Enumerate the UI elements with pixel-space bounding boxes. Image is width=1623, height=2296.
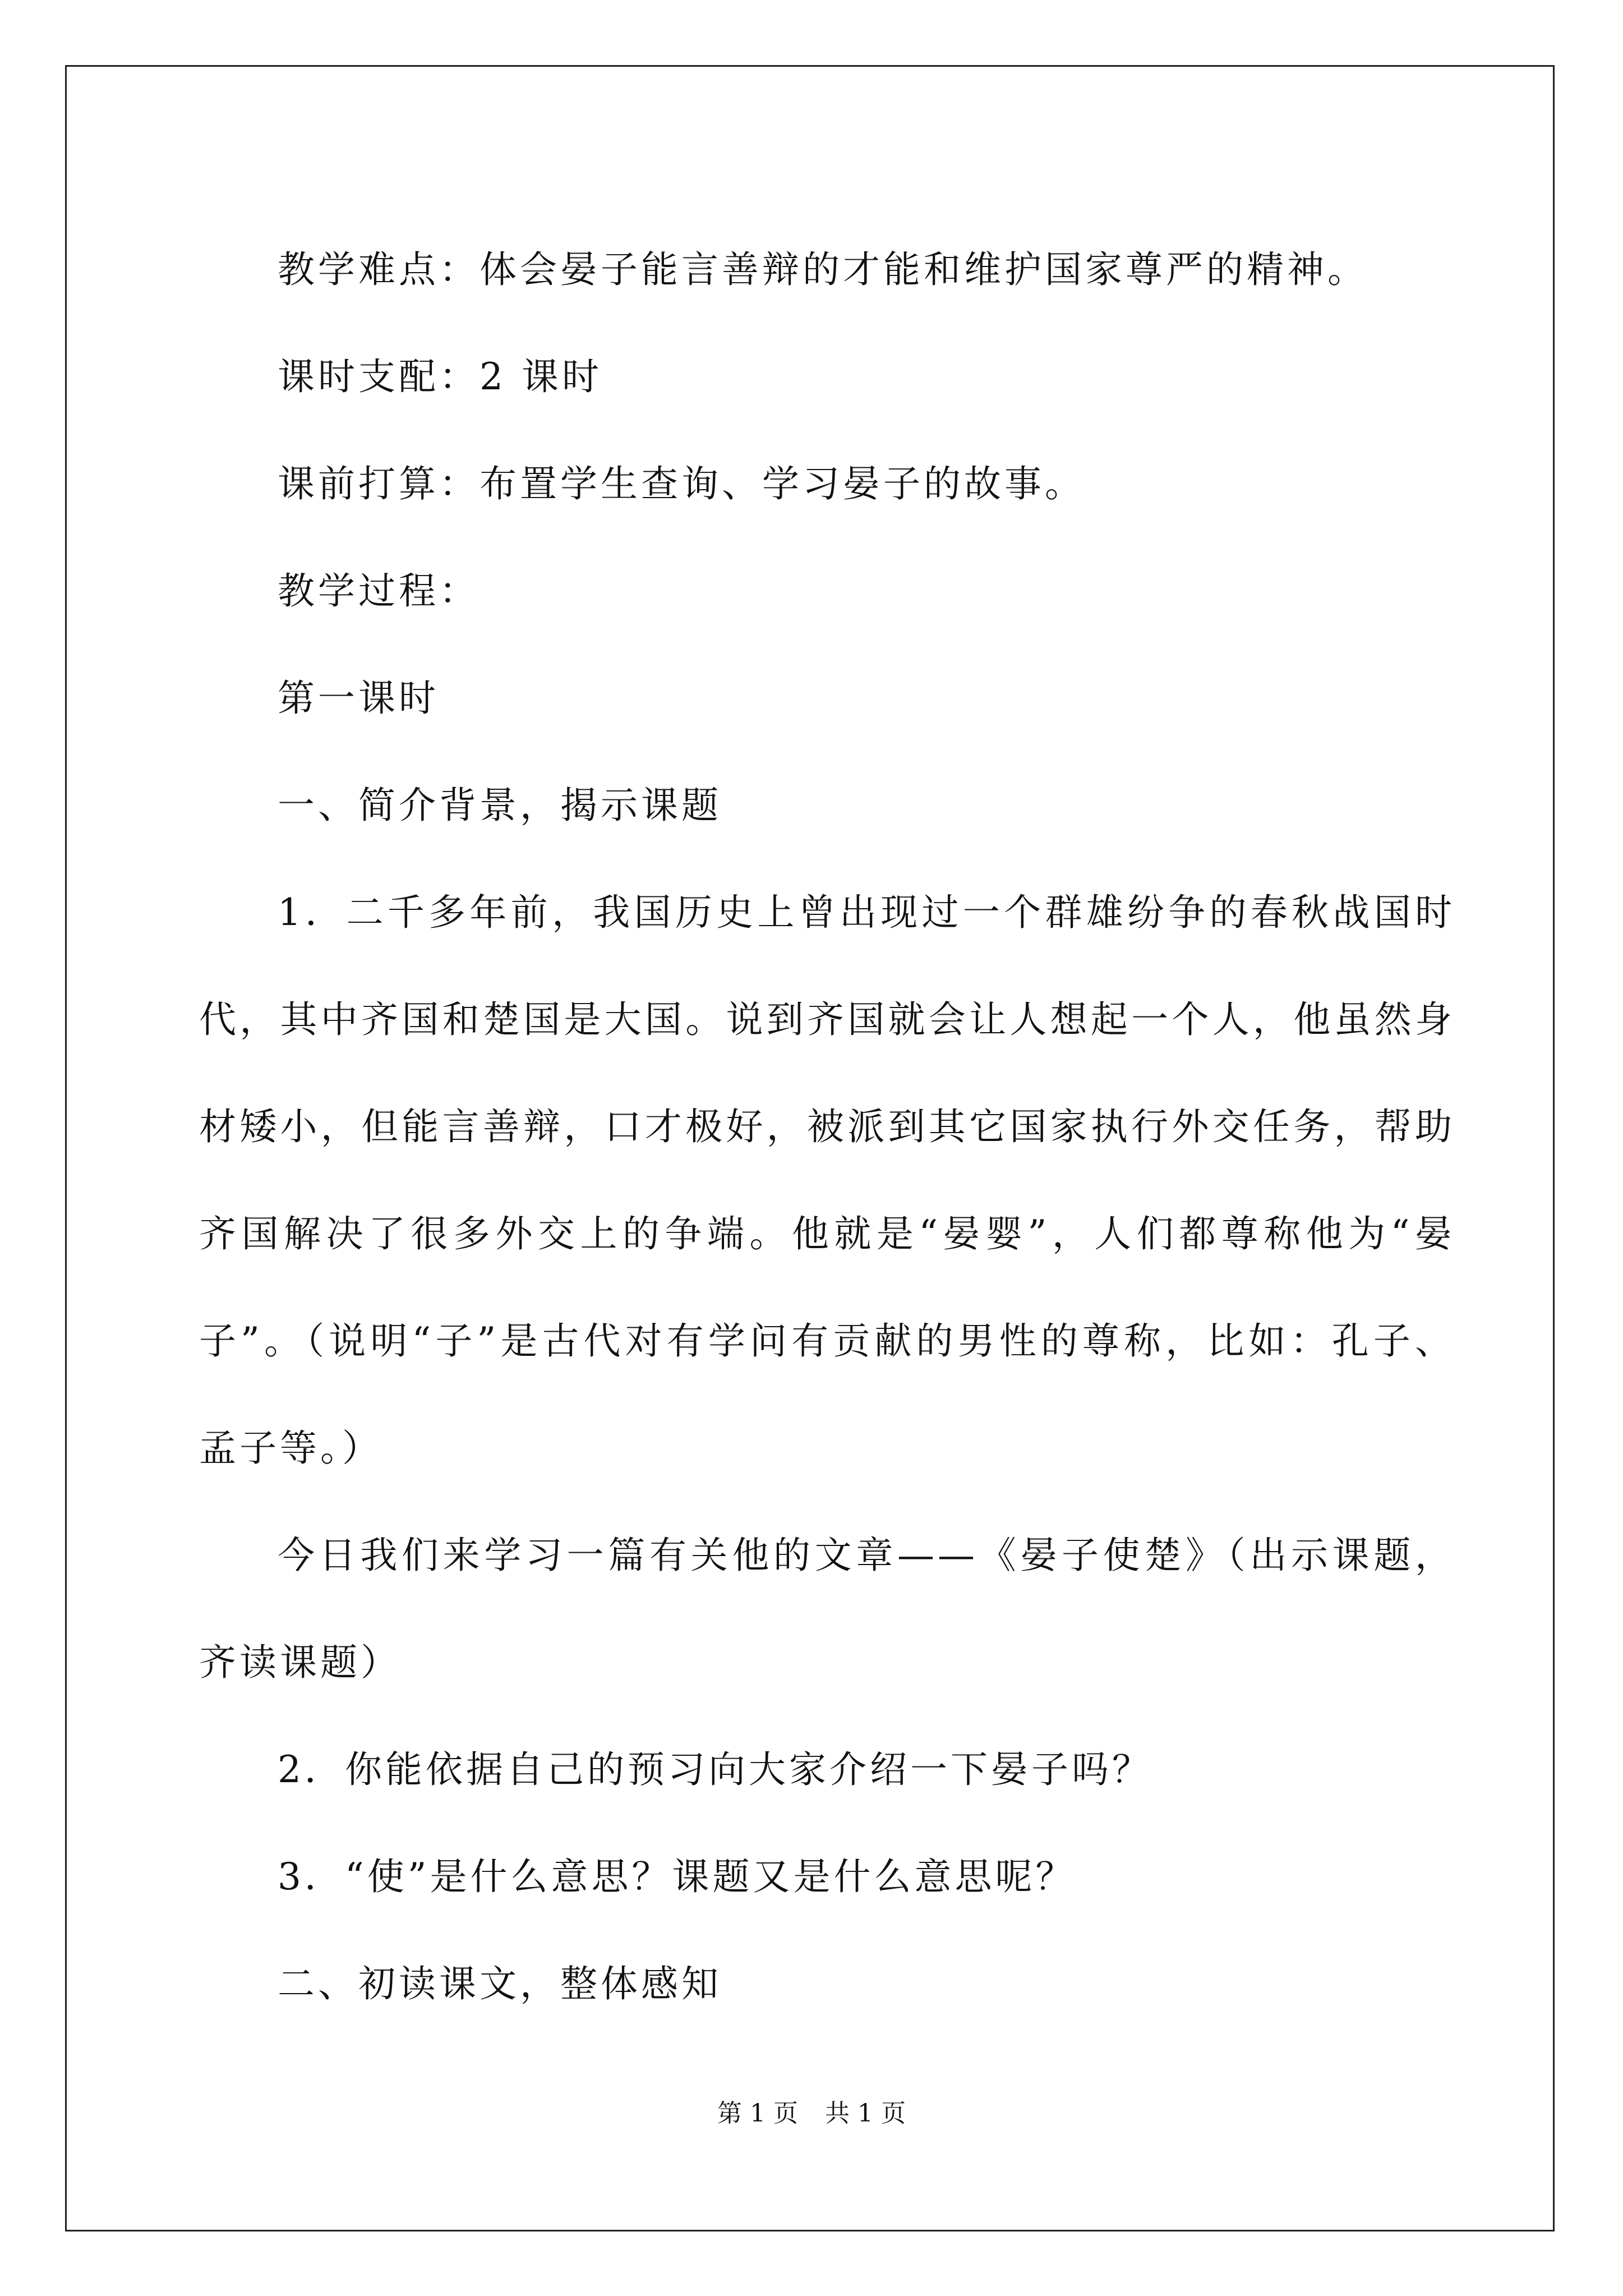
document-body: [199, 216, 1455, 2037]
paragraph-background-intro: 1．二千多年前，我国历史上曾出现过一个群雄纷争的春秋战国时代，其中齐国和楚国是大国。说到齐国就会让人想起一个人，他虽然身材矮小，但能言善辩，口才极好，被派到其它国家执行外交任务，帮助齐国解决了很多外交上的争端。他就是“晏婴”，人们都尊称他为“晏子”。（说明“子”是古代对有学问有贡献的男性的尊称，比如：孔子、孟子等。）: [199, 891, 1455, 1470]
page-footer: [0, 2097, 1623, 2131]
paragraph-class-hours: 课时支配：2 课时: [278, 355, 602, 398]
paragraph-question-3: 3．“使”是什么意思？课题又是什么意思呢？: [278, 1855, 1076, 1898]
paragraph-question-2: 2．你能依据自己的预习向大家介绍一下晏子吗？: [278, 1748, 1152, 1791]
paragraph-teaching-process: 教学过程：: [278, 569, 479, 613]
paragraph-preparation: 课前打算：布置学生查询、学习晏子的故事。: [278, 462, 1085, 505]
page-number: 第 1 页: [717, 2099, 798, 2128]
section-heading-first-reading: 二、初读课文，整体感知: [278, 1962, 722, 2005]
paragraph-first-lesson: 第一课时: [278, 677, 439, 720]
section-heading-background: 一、简介背景，揭示课题: [278, 784, 722, 827]
paragraph-teaching-difficulty: 教学难点：体会晏子能言善辩的才能和维护国家尊严的精神。: [278, 248, 1368, 291]
page-total: 共 1 页: [825, 2099, 906, 2128]
paragraph-todays-lesson: 今日我们来学习一篇有关他的文章——《晏子使楚》（出示课题，齐读课题）: [199, 1534, 1455, 1684]
